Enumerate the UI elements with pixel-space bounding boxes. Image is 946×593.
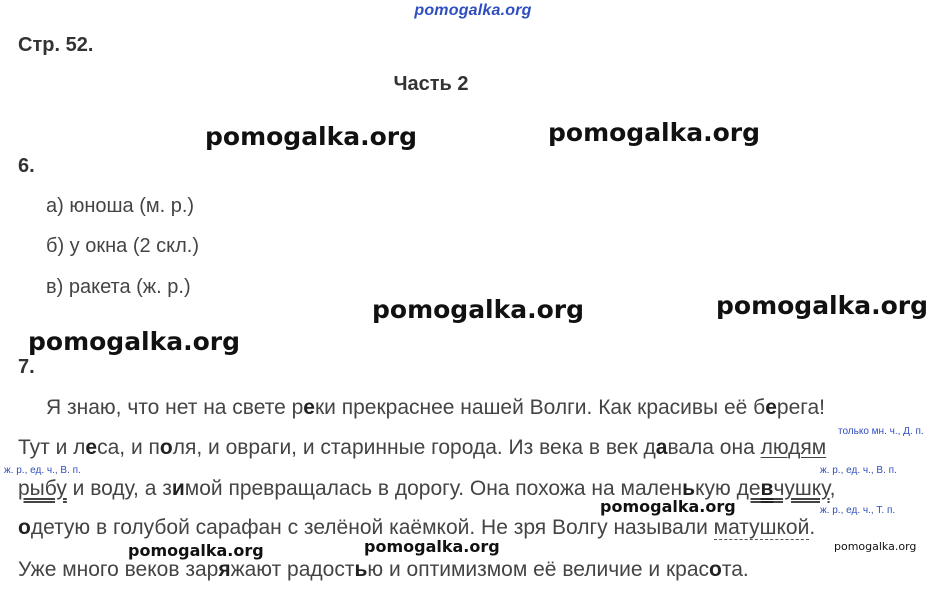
watermark: pomogalka.org xyxy=(364,537,500,556)
task6-item: в) ракета (ж. р.) xyxy=(46,276,191,298)
text-line-4: одетую в голубой сарафан с зелёной каёмкой. Не зря Волгу называли матушкой. xyxy=(18,516,816,539)
text-line-3: рыбу и воду, а зимой превращалась в дорогу. Она похожа на маленькую девчушку, xyxy=(18,477,836,500)
watermark: pomogalka.org xyxy=(28,327,241,356)
watermark: pomogalka.org xyxy=(548,118,761,147)
text-line-1: Я знаю, что нет на свете реки прекраснее нашей Волги. Как красивы её берега! xyxy=(46,396,825,419)
page-reference: Стр. 52. xyxy=(18,34,94,56)
text-line-2: Тут и леса, и поля, и овраги, и старинные города. Из века в век давала она людям xyxy=(18,436,827,459)
watermark: pomogalka.org xyxy=(128,541,264,560)
watermark: pomogalka.org xyxy=(205,122,418,151)
task7-number: 7. xyxy=(18,356,35,378)
task6-item: а) юноша (м. р.) xyxy=(46,195,195,217)
grammar-note: ж. р., ед. ч., В. п. xyxy=(820,465,897,476)
task6-number: 6. xyxy=(18,155,35,177)
watermark: pomogalka.org xyxy=(716,291,929,320)
watermark: pomogalka.org xyxy=(834,540,917,553)
watermark: pomogalka.org xyxy=(600,497,736,516)
grammar-note: только мн. ч., Д. п. xyxy=(838,426,924,437)
top-watermark: pomogalka.org xyxy=(414,2,532,19)
task6-item: б) у окна (2 скл.) xyxy=(46,235,200,257)
part-heading: Часть 2 xyxy=(393,73,469,95)
grammar-note: ж. р., ед. ч., В. п. xyxy=(4,465,81,476)
grammar-note: ж. р., ед. ч., Т. п. xyxy=(820,505,896,516)
text-line-5: Уже много веков заряжают радостью и оптимизмом её величие и красота. xyxy=(18,558,749,581)
watermark: pomogalka.org xyxy=(372,295,585,324)
